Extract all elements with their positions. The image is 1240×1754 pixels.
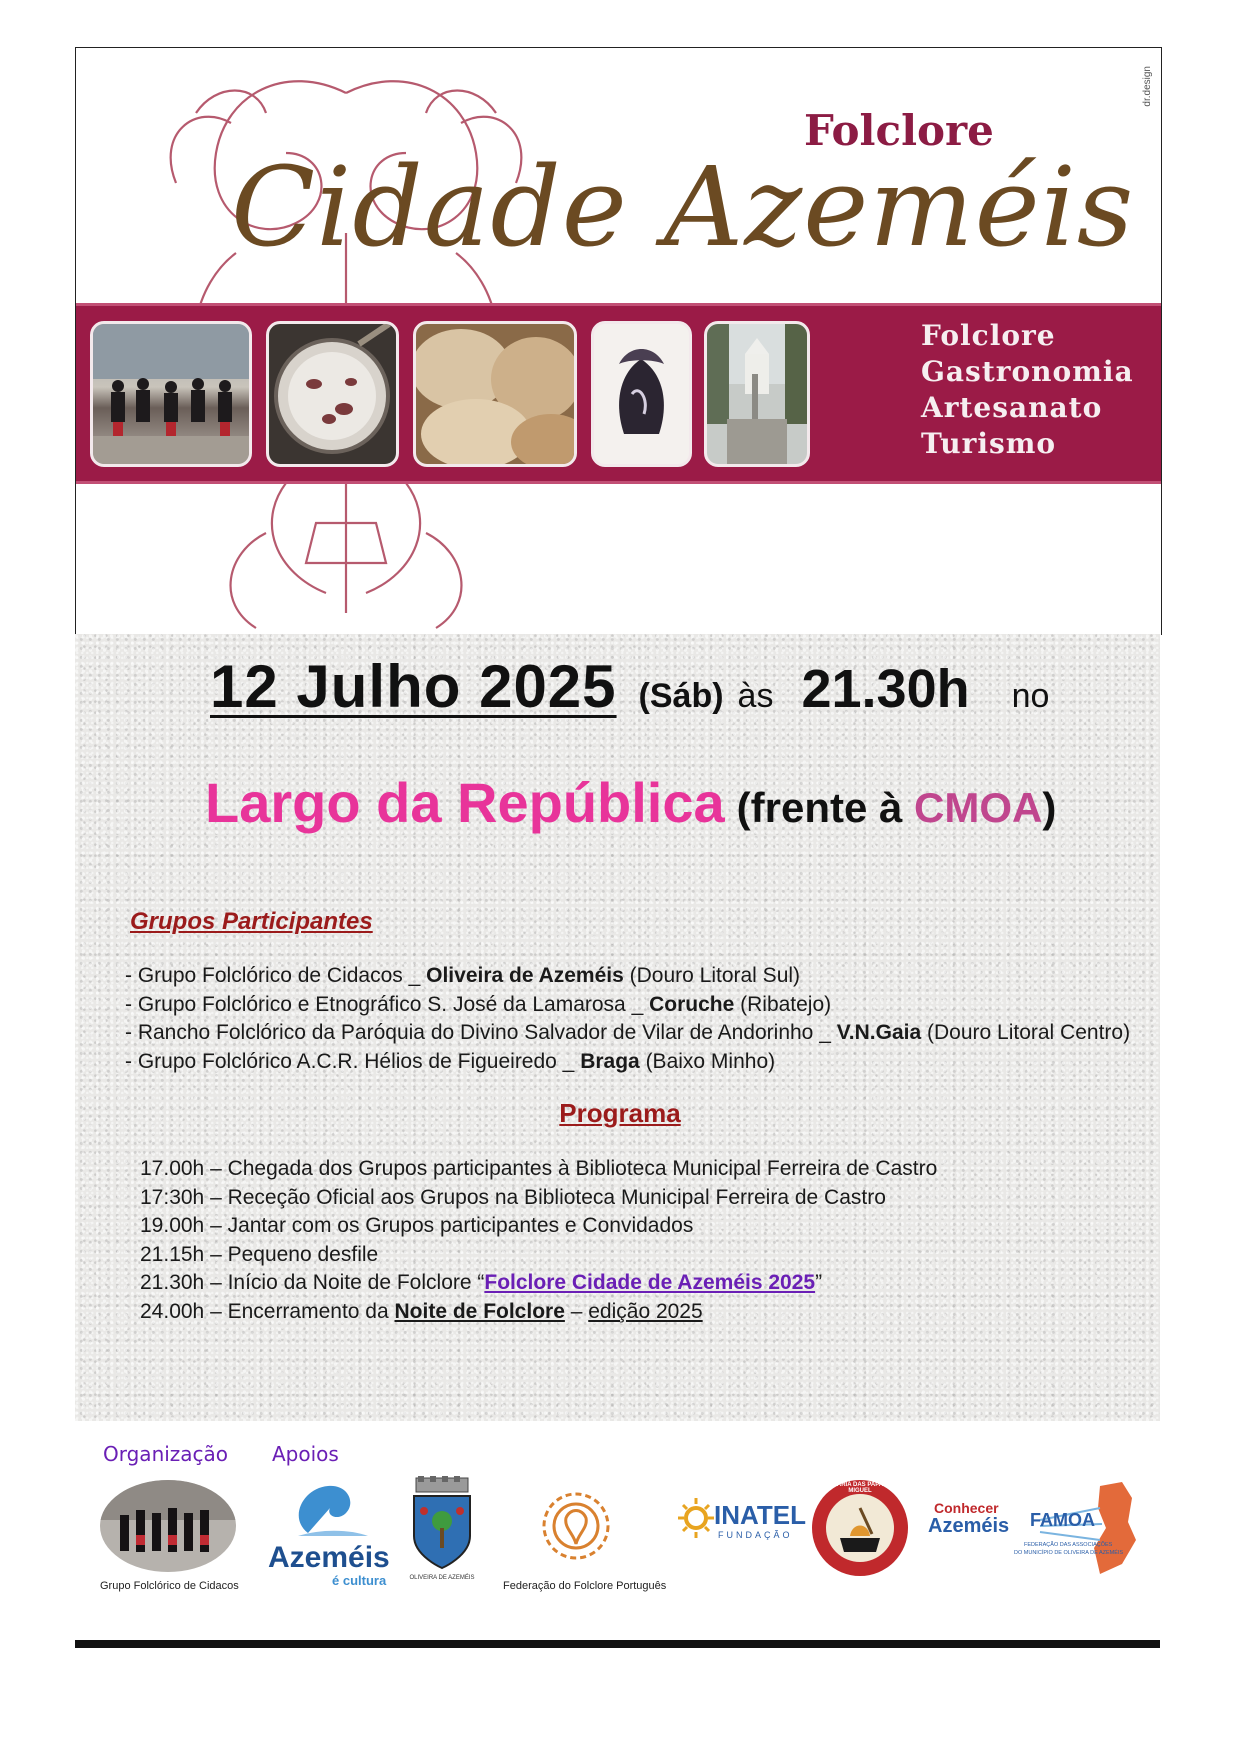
- folk-group-icon: [93, 324, 249, 464]
- event-weekday: (Sáb): [638, 677, 724, 715]
- folk-dancers-icon: [100, 1480, 236, 1572]
- famoa-text: FAMOA: [1030, 1510, 1095, 1530]
- organizer-photo: [100, 1480, 236, 1572]
- ffp-ring-icon: [538, 1488, 614, 1564]
- grupo-region: (Ribatejo): [734, 992, 832, 1016]
- event-time: 21.30h: [801, 659, 970, 719]
- programa-list: [140, 1155, 937, 1326]
- list-item: [125, 1048, 1130, 1077]
- inatel-sub: FUNDAÇÃO: [718, 1530, 793, 1540]
- conhecer-azemeis-logo: [928, 1500, 1008, 1550]
- conhecer-azemeis-text: Azeméis: [928, 1515, 1010, 1537]
- inatel-logo: [678, 1498, 806, 1550]
- list-item: [140, 1298, 937, 1327]
- ffp-logo: [538, 1488, 614, 1564]
- grupo-place: V.N.Gaia: [836, 1021, 922, 1044]
- event-date-line: [210, 652, 1049, 721]
- list-item: 17:30h – Receção Oficial aos Grupos na Biblioteca Municipal Ferreira de Castro: [140, 1185, 886, 1209]
- list-item: [125, 962, 1130, 991]
- theme-item: Artesanato: [921, 391, 1103, 424]
- coat-of-arms-icon: [402, 1476, 482, 1576]
- grupo-region: (Douro Litoral Centro): [921, 1021, 1131, 1044]
- grupo-name: - Rancho Folclórico da Paróquia do Divino Salvador de Vilar de Andorinho _: [125, 1021, 837, 1044]
- azemeis-logo-sub: é cultura: [332, 1573, 387, 1588]
- event-venue: [205, 770, 1056, 835]
- venue-cmoa: CMOA: [914, 784, 1043, 831]
- design-credit: dr.design: [1142, 66, 1153, 107]
- grupo-place: Braga: [580, 1049, 640, 1073]
- list-item: 21.15h – Pequeno desfile: [140, 1242, 379, 1266]
- organizacao-label: Organização: [103, 1442, 229, 1466]
- grupo-place: Oliveira de Azeméis: [426, 964, 624, 987]
- venue-note-close: ): [1042, 784, 1057, 831]
- conhecer-text: Conhecer: [934, 1500, 999, 1516]
- grupo-name: - Grupo Folclórico de Cidacos _: [125, 964, 427, 987]
- edicao-text: edição 2025: [588, 1299, 703, 1323]
- famoa-sub1: FEDERAÇÃO DAS ASSOCIAÇÕES: [1024, 1542, 1113, 1548]
- event-date: 12 Julho 2025: [210, 653, 617, 720]
- inatel-text: INATEL: [714, 1500, 806, 1530]
- church-icon: [707, 324, 807, 464]
- theme-item: Folclore: [921, 319, 1056, 352]
- bowl-icon: [269, 324, 396, 464]
- event-no-word: no: [1011, 677, 1050, 715]
- azemeis-logo-text: Azeméis: [268, 1541, 390, 1574]
- themes-list: [921, 318, 1134, 462]
- venue-note-open: (frente à: [736, 784, 903, 831]
- programa-heading: Programa: [559, 1098, 681, 1128]
- coat-of-arms-logo: [402, 1476, 482, 1586]
- confraria-text: CONFRARIA DAS PAPAS DE S. MIGUEL: [815, 1482, 905, 1494]
- azemeis-logo: [268, 1478, 398, 1588]
- photo-bread: [413, 321, 577, 467]
- artisan-vase-icon: [594, 324, 689, 464]
- apoios-label: Apoios: [272, 1442, 339, 1466]
- grupo-name: - Grupo Folclórico e Etnográfico S. José da Lamarosa _: [125, 992, 650, 1016]
- grupo-region: (Douro Litoral Sul): [623, 964, 801, 987]
- photo-church: [704, 321, 810, 467]
- grupos-heading: Grupos Participantes: [130, 908, 373, 935]
- azemeis-wave-icon: [268, 1478, 398, 1538]
- list-item: [125, 1019, 1130, 1048]
- photo-folk-group: [90, 321, 252, 467]
- grupo-region: (Baixo Minho): [639, 1049, 776, 1073]
- list-item: 19.00h – Jantar com os Grupos participantes e Convidados: [140, 1214, 694, 1237]
- theme-item: Gastronomia: [921, 355, 1134, 388]
- festival-link[interactable]: Folclore Cidade de Azeméis 2025: [484, 1271, 816, 1294]
- venue-name: Largo da República: [205, 771, 725, 834]
- photo-band: [76, 303, 1161, 484]
- inatel-sun-icon: [678, 1498, 714, 1540]
- grupo-place: Coruche: [649, 992, 735, 1016]
- confraria-logo: [810, 1478, 910, 1578]
- programa-item6-mid: –: [564, 1299, 589, 1323]
- noite-folclore-text: Noite de Folclore: [394, 1299, 565, 1323]
- photo-bowl: [266, 321, 399, 467]
- famoa-logo: [1010, 1478, 1140, 1578]
- event-as-word: às: [737, 677, 774, 715]
- list-item: [140, 1269, 937, 1298]
- programa-item5-prefix: 21.30h – Início da Noite de Folclore “: [140, 1271, 485, 1294]
- programa-item6-prefix: 24.00h – Encerramento da: [140, 1299, 395, 1323]
- photo-artisan: [591, 321, 692, 467]
- white-smudge: [736, 518, 1161, 635]
- coat-of-arms-caption: OLIVEIRA DE AZEMÉIS: [409, 1575, 475, 1581]
- bread-icon: [416, 324, 574, 464]
- page-title: Cidade Azeméis: [231, 143, 1135, 271]
- grupos-list: [125, 962, 1130, 1076]
- header-banner: [75, 47, 1162, 635]
- organizer-caption: Grupo Folclórico de Cidacos: [100, 1580, 239, 1592]
- ffp-caption: Federação do Folclore Português: [503, 1580, 667, 1592]
- list-item: [125, 991, 1130, 1020]
- bottom-rule: [75, 1640, 1160, 1648]
- programa-item5-suffix: ”: [815, 1271, 823, 1294]
- venue-note: [737, 784, 1057, 831]
- theme-item: Turismo: [921, 427, 1057, 460]
- grupo-name: - Grupo Folclórico A.C.R. Hélios de Figueiredo _: [125, 1049, 581, 1073]
- list-item: 17.00h – Chegada dos Grupos participantes à Biblioteca Municipal Ferreira de Castro: [140, 1157, 938, 1180]
- folclore-heading: Folclore: [804, 106, 994, 155]
- famoa-sub2: DO MUNICÍPIO DE OLIVEIRA DE AZEMÉIS: [1014, 1550, 1124, 1556]
